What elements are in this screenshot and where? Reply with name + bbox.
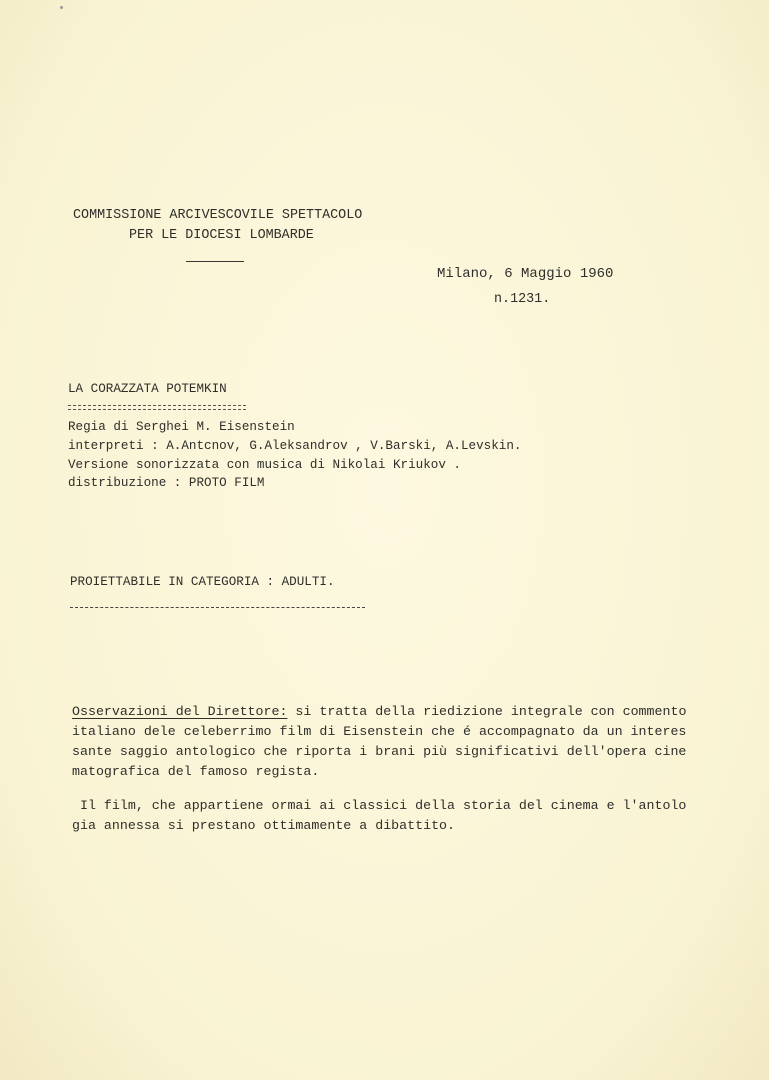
header-line-2: PER LE DIOCESI LOMBARDE <box>129 228 314 243</box>
film-director: Regia di Serghei M. Eisenstein <box>68 420 295 434</box>
date: Milano, 6 Maggio 1960 <box>437 266 614 282</box>
classification: PROIETTABILE IN CATEGORIA : ADULTI. <box>70 575 335 589</box>
speck <box>60 6 63 9</box>
observations-line-4: matografica del famoso regista. <box>72 764 320 779</box>
film-version: Versione sonorizzata con musica di Nikolai Kriukov . <box>68 458 461 472</box>
observations-text-1: si tratta della riedizione integrale con commento <box>287 704 687 719</box>
classification-divider <box>70 607 365 608</box>
protocol-number: n.1231. <box>494 292 551 307</box>
observations-line-5: Il film, che appartiene ormai ai classici della storia del cinema e l'antolo <box>72 798 687 813</box>
header-divider <box>186 261 244 262</box>
film-title: LA CORAZZATA POTEMKIN <box>68 382 227 396</box>
observations-line-2: italiano dele celeberrimo film di Eisenstein che é accompagnato da un interes <box>72 724 687 739</box>
header-line-1: COMMISSIONE ARCIVESCOVILE SPETTACOLO <box>73 208 363 223</box>
film-cast: interpreti : A.Antcnov, G.Aleksandrov , V.Barski, A.Levskin. <box>68 439 522 453</box>
title-underline <box>68 405 246 410</box>
film-distribution: distribuzione : PROTO FILM <box>68 476 265 490</box>
observations-line-1 <box>72 704 686 720</box>
observations-label: Osservazioni del Direttore: <box>72 704 288 719</box>
observations-line-6: gia annessa si prestano ottimamente a dibattito. <box>72 818 456 833</box>
observations-line-3: sante saggio antologico che riporta i brani più significativi dell'opera cine <box>72 744 687 759</box>
